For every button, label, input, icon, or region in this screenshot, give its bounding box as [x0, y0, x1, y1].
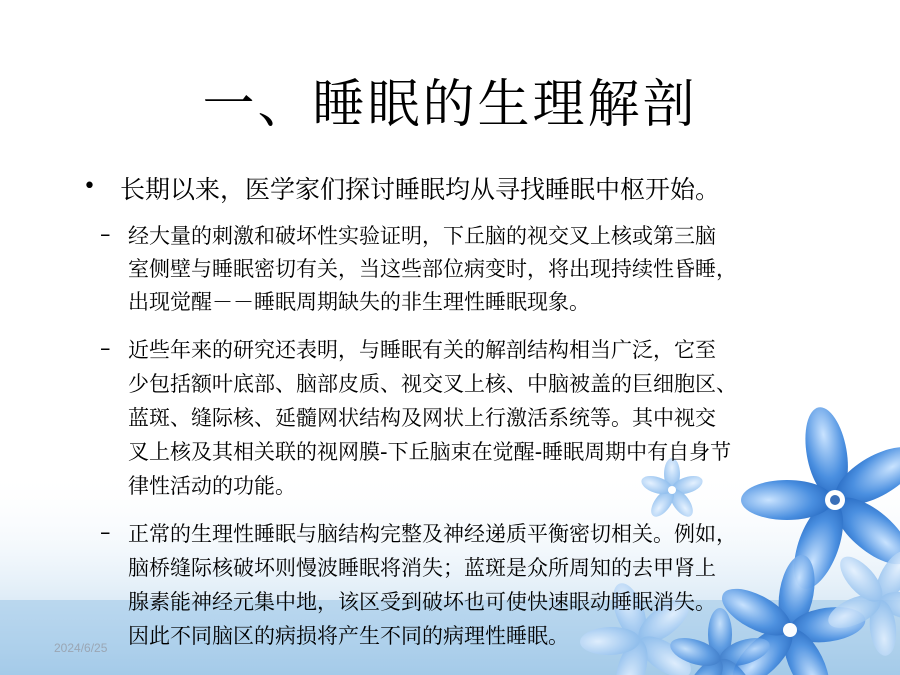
sub-bullet-3-line-2: 脑桥缝际核破坏则慢波睡眠将消失；蓝斑是众所周知的去甲肾上 [128, 556, 716, 580]
sub-bullet-2-line-3: 蓝斑、缝际核、延髓网状结构及网状上行激活系统等。其中视交 [128, 406, 716, 430]
dash-icon: – [100, 336, 111, 360]
sub-bullet-2-line-5: 律性活动的功能。 [128, 474, 296, 498]
sub-bullet-3-line-3: 腺素能神经元集中地，该区受到破坏也可使快速眼动睡眠消失。 [128, 590, 716, 614]
sub-bullet-3-line-4: 因此不同脑区的病损将产生不同的病理性睡眠。 [128, 624, 569, 648]
sub-bullet-1-line-3: 出现觉醒－－睡眠周期缺失的非生理性睡眠现象。 [128, 290, 590, 314]
sub-bullet-2-line-2: 少包括额叶底部、脑部皮质、视交叉上核、中脑被盖的巨细胞区、 [128, 372, 737, 396]
main-bullet-text: 长期以来，医学家们探讨睡眠均从寻找睡眠中枢开始。 [120, 175, 721, 204]
sub-bullet-2-line-1: 近些年来的研究还表明，与睡眠有关的解剖结构相当广泛，它至 [128, 338, 716, 362]
bullet-icon: • [83, 174, 96, 199]
slide-date: 2024/6/25 [54, 641, 108, 655]
dash-icon: – [100, 222, 111, 246]
sub-bullet-2-line-4: 叉上核及其相关联的视网膜-下丘脑束在觉醒-睡眠周期中有自身节 [128, 440, 732, 464]
dash-icon: – [100, 520, 111, 544]
sub-bullet-1-line-1: 经大量的刺激和破坏性实验证明，下丘脑的视交叉上核或第三脑 [128, 224, 716, 248]
sub-bullet-1-line-2: 室侧壁与睡眠密切有关，当这些部位病变时，将出现持续性昏睡， [128, 257, 737, 281]
sub-bullet-3-line-1: 正常的生理性睡眠与脑结构完整及神经递质平衡密切相关。例如， [128, 522, 737, 546]
slide-title: 一、睡眠的生理解剖 [202, 75, 698, 135]
